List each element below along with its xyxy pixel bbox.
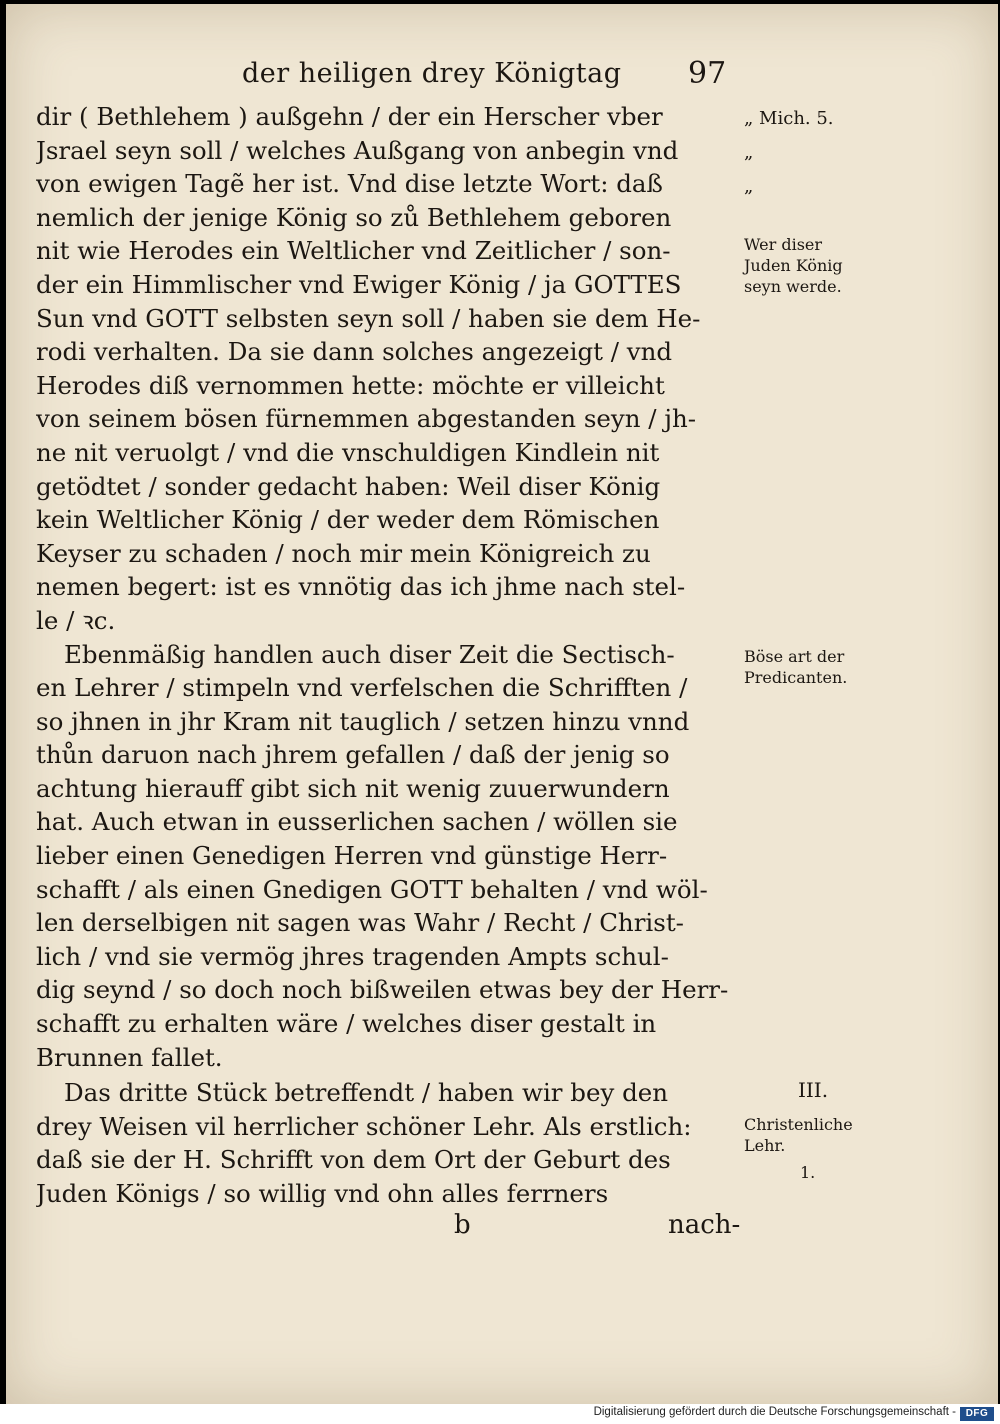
- margin-note-line: Wer diser: [744, 235, 823, 254]
- text-line: getödtet / sonder gedacht haben: Weil diser König: [36, 471, 661, 501]
- margin-quote-mark: „: [744, 176, 754, 197]
- paragraph-start-line: Ebenmäßig handlen auch diser Zeit die Sectisch-: [64, 639, 675, 669]
- margin-quote-mark: „: [744, 142, 754, 163]
- running-head-title: der heiligen drey Königtag: [242, 58, 622, 89]
- running-head: [66, 44, 756, 94]
- text-line: ne nit veruolgt / vnd die vnschuldigen Kindlein nit: [36, 437, 660, 467]
- text-line: daß sie der H. Schrifft von dem Ort der Geburt des: [36, 1145, 671, 1175]
- text-line: drey Weisen vil herrlicher schöner Lehr. Als erstlich:: [36, 1111, 692, 1141]
- page-number: 97: [688, 56, 727, 91]
- book-page: [6, 4, 998, 1404]
- text-line: Juden Königs / so willig vnd ohn alles ferrners: [36, 1179, 609, 1208]
- margin-note-line: Juden König: [744, 256, 843, 275]
- text-line: nemlich der jenige König so zů Bethlehem geboren: [36, 202, 672, 232]
- page-foot: [36, 1210, 741, 1246]
- credit-text: Digitalisierung gefördert durch die Deutsche Forschungsgemeinschaft -: [593, 1406, 956, 1418]
- body-text: [36, 100, 736, 1211]
- text-line: len derselbigen nit sagen was Wahr / Recht / Christ-: [36, 908, 684, 938]
- margin-note-line: seyn werde.: [744, 277, 842, 296]
- catchword: nach-: [668, 1210, 741, 1240]
- text-line: en Lehrer / stimpeln vnd verfelschen die Schrifften /: [36, 673, 688, 703]
- text-line: von ewigen Tagẽ her ist. Vnd dise letzte Wort: daß: [36, 169, 663, 199]
- text-line: lieber einen Genedigen Herren vnd günstige Herr-: [36, 841, 668, 871]
- margin-note-line: Lehr.: [744, 1136, 786, 1155]
- text-line: achtung hierauff gibt sich nit wenig zuuerwundern: [36, 773, 670, 803]
- paragraph-start-line: Das dritte Stück betreffendt / haben wir bey den: [64, 1078, 669, 1108]
- margin-note-line: Predicanten.: [744, 668, 848, 687]
- text-line: lich / vnd sie vermög jhres tragenden Ampts schul-: [36, 941, 669, 971]
- text-line: so jhnen in jhr Kram nit tauglich / setzen hinzu vnnd: [36, 706, 690, 736]
- text-line: schafft / als einen Gnedigen GOTT behalten / vnd wöl-: [36, 874, 708, 904]
- text-line: le / ꝛc.: [36, 605, 116, 635]
- text-line: rodi verhalten. Da sie dann solches angezeigt / vnd: [36, 337, 673, 367]
- text-line: dir ( Bethlehem ) außgehn / der ein Herscher vber: [36, 102, 663, 131]
- margin-note-line: Christenliche: [744, 1115, 853, 1134]
- text-line: schafft zu erhalten wäre / welches diser gestalt in: [36, 1009, 657, 1039]
- text-line: nit wie Herodes ein Weltlicher vnd Zeitlicher / son-: [36, 236, 671, 266]
- margin-note-line: Böse art der: [744, 647, 845, 666]
- margin-notes: [744, 100, 984, 1200]
- text-line: thůn daruon nach jhrem gefallen / daß der jenig so: [36, 740, 670, 770]
- text-line: nemen begert: ist es vnnötig das ich jhme nach stel-: [36, 572, 686, 602]
- text-line: Keyser zu schaden / noch mir mein Königreich zu: [36, 538, 651, 568]
- digitization-credit-bar: [0, 1404, 1000, 1424]
- dfg-logo: DFG: [960, 1407, 994, 1421]
- text-line: Brunnen fallet.: [36, 1042, 223, 1072]
- text-line: der ein Himmlischer vnd Ewiger König / ja GOTTES: [36, 269, 682, 299]
- margin-section-numeral: III.: [798, 1078, 829, 1102]
- text-line: Jsrael seyn soll / welches Außgang von anbegin vnd: [36, 135, 679, 165]
- text-line: Sun vnd GOTT selbsten seyn soll / haben sie dem He-: [36, 303, 701, 333]
- margin-item-number: 1.: [800, 1163, 816, 1182]
- margin-note-scripture-ref: „ Mich. 5.: [744, 108, 834, 129]
- text-line: Herodes diß vernommen hette: möchte er villeicht: [36, 370, 665, 400]
- text-line: dig seynd / so doch noch bißweilen etwas bey der Herr-: [36, 975, 729, 1005]
- text-line: von seinem bösen fürnemmen abgestanden seyn / jh-: [36, 404, 697, 434]
- text-line: hat. Auch etwan in eusserlichen sachen / wöllen sie: [36, 807, 678, 837]
- text-line: kein Weltlicher König / der weder dem Römischen: [36, 505, 660, 535]
- signature-mark: b: [454, 1210, 471, 1240]
